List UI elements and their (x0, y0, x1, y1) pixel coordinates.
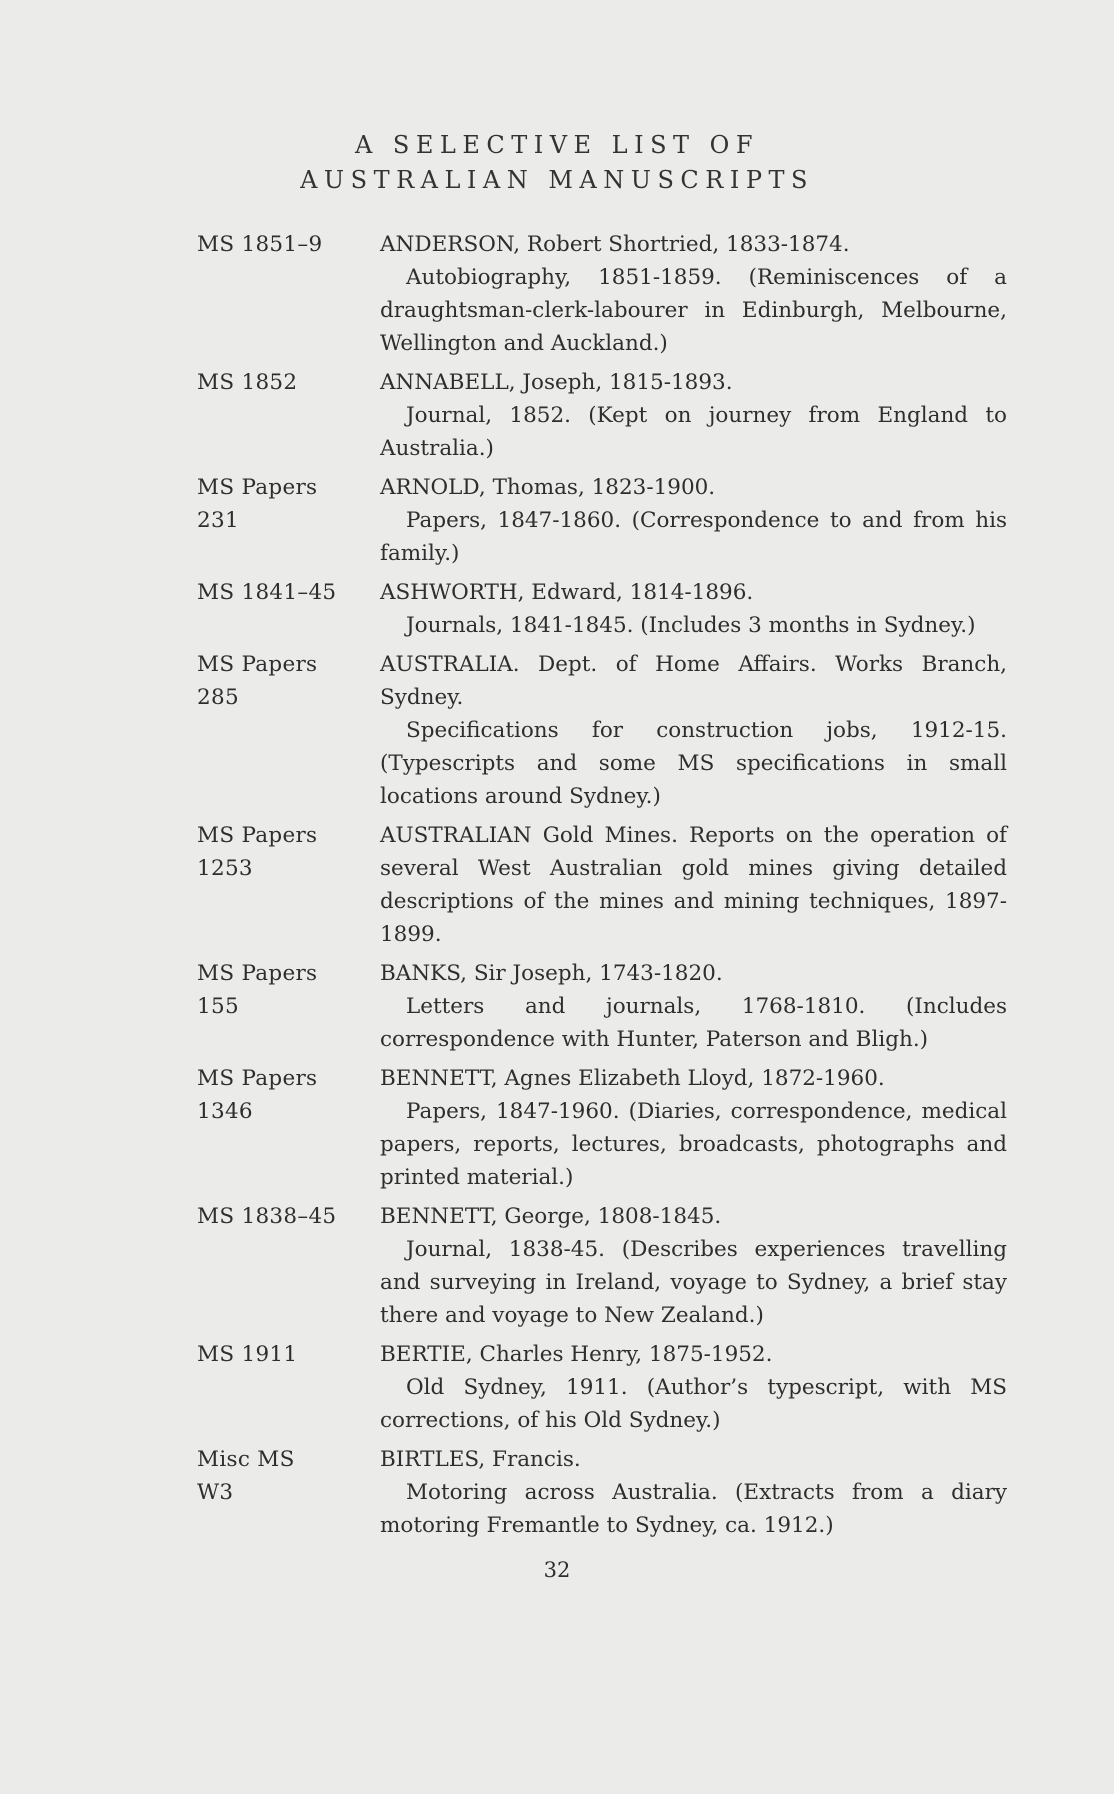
entry-description: Letters and journals, 1768-1810. (Includes correspondence with Hunter, Paterson and Bligh.) (380, 994, 1007, 1052)
entry-body (380, 819, 1007, 951)
page-number: 32 (543, 1558, 571, 1582)
entry-reference: MS 1841–45 (197, 580, 337, 605)
entry-name: BANKS, Sir Joseph, 1743-1820. (380, 961, 723, 986)
entry-reference: MS Papers 285 (197, 652, 318, 710)
entry-name: ANDERSON, Robert Shortried, 1833-1874. (380, 232, 850, 257)
entry-reference: MS Papers 1346 (197, 1066, 318, 1124)
entry-reference: MS 1852 (197, 370, 298, 395)
entry-name: BENNETT, George, 1808-1845. (380, 1204, 722, 1229)
list-item (197, 1062, 1017, 1194)
entry-description: Journal, 1838-45. (Describes experiences travelling and surveying in Ireland, voyage to Sydney, a brief stay there and voyage to New Zealand.) (380, 1237, 1007, 1328)
entry-body (380, 1443, 1007, 1542)
entry-name: ARNOLD, Thomas, 1823-1900. (380, 475, 716, 500)
entry-reference: Misc MS W3 (197, 1447, 295, 1505)
entry-description: Old Sydney, 1911. (Author’s typescript, with MS corrections, of his Old Sydney.) (380, 1375, 1007, 1433)
list-item (197, 366, 1017, 465)
list-item (197, 957, 1017, 1056)
entry-name: AUSTRALIA. Dept. of Home Affairs. Works Branch, Sydney. (380, 652, 1007, 710)
list-item (197, 648, 1017, 813)
list-item (197, 1338, 1017, 1437)
list-item (197, 576, 1017, 642)
list-item (197, 1200, 1017, 1332)
entry-name: AUSTRALIAN Gold Mines. Reports on the operation of several West Australian gold mines giving detailed descriptions of the mines and mining techniques, 1897-1899. (380, 823, 1007, 947)
heading-line-1: A SELECTIVE LIST OF (354, 131, 760, 159)
entry-body (380, 471, 1007, 570)
entry-name: BENNETT, Agnes Elizabeth Lloyd, 1872-1960. (380, 1066, 885, 1091)
entry-reference: MS Papers 155 (197, 961, 318, 1019)
list-item (197, 471, 1017, 570)
entry-reference: MS 1911 (197, 1342, 298, 1367)
entry-body (380, 366, 1007, 465)
list-item (197, 228, 1017, 360)
entry-body (380, 576, 1007, 642)
page-heading (0, 128, 1114, 198)
entry-name: ASHWORTH, Edward, 1814-1896. (380, 580, 754, 605)
entry-body (380, 1062, 1007, 1194)
entry-name: ANNABELL, Joseph, 1815-1893. (380, 370, 733, 395)
manuscript-list (197, 228, 1017, 1548)
heading-line-2: AUSTRALIAN MANUSCRIPTS (300, 166, 814, 194)
entry-description: Specifications for construction jobs, 1912-15. (Typescripts and some MS specifications in small locations around Sydney.) (380, 718, 1007, 809)
entry-body (380, 648, 1007, 813)
entry-description: Journals, 1841-1845. (Includes 3 months in Sydney.) (406, 613, 976, 638)
entry-body (380, 228, 1007, 360)
entry-reference: MS Papers 1253 (197, 823, 318, 881)
entry-body (380, 1200, 1007, 1332)
entry-reference: MS 1851–9 (197, 232, 323, 257)
entry-body (380, 957, 1007, 1056)
entry-body (380, 1338, 1007, 1437)
list-item (197, 1443, 1017, 1542)
entry-description: Journal, 1852. (Kept on journey from England to Australia.) (380, 403, 1007, 461)
entry-name: BERTIE, Charles Henry, 1875-1952. (380, 1342, 773, 1367)
entry-name: BIRTLES, Francis. (380, 1447, 581, 1472)
entry-description: Autobiography, 1851-1859. (Reminiscences of a draughtsman-clerk-labourer in Edinburgh, Melbourne, Wellington and Auckland.) (380, 265, 1007, 356)
entry-reference: MS 1838–45 (197, 1204, 337, 1229)
list-item (197, 819, 1017, 951)
entry-description: Papers, 1847-1860. (Correspondence to and from his family.) (380, 508, 1007, 566)
entry-reference: MS Papers 231 (197, 475, 318, 533)
entry-description: Motoring across Australia. (Extracts from a diary motoring Fremantle to Sydney, ca. 1912.) (380, 1480, 1007, 1538)
entry-description: Papers, 1847-1960. (Diaries, correspondence, medical papers, reports, lectures, broadcasts, photographs and printed material.) (380, 1099, 1007, 1190)
